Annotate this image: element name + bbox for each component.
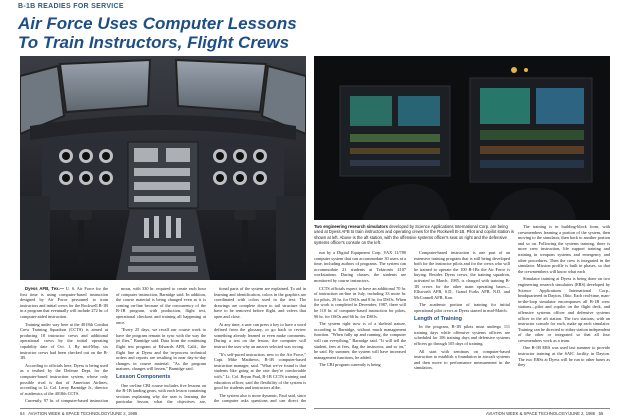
paragraph: Dyess AFB, Tex.— U. S. Air Force for the first time is using computer-based instruction designed by Air Force personnel to train instructors and initial crews for the Rockwell B-1B in a program that eventually will include 272 hr. of computer-aided instruction. [20, 286, 108, 319]
subhead-lesson-components: Lesson Components [116, 373, 171, 380]
article-column-1 [20, 286, 108, 404]
cockpit-photo [20, 56, 306, 280]
paragraph: Simulator training at Dyess is being done on two engineering research simulators (ERS) developed by Science Applications International Corp., headquartered in Dayton, Ohio. Each real-time, man-in-the-loop simulator encompasses all B-1B crew stations—pilot and copilot on the flight deck, and offensive systems officer and defensive systems officer in the aft station. The two stations, with an instructor console for each, make up each simulator. Training can be directed to either station independent of the other or integrated so that all four crewmembers work as a team. [518, 276, 610, 343]
publication-right: AVIATION WEEK & SPACE TECHNOLOGY/JUNE 2, 1986 [486, 411, 596, 416]
paragraph: Computer-based instruction is one part of an extensive training program that is still being developed both for the instructor pilots and for the crews who will be trained to operate the 100 B-1Bs the Air Force is buying. Besides Dyess crews, the training squadron, activated in March, 1985, is charged with training B-1B crews for the other main operating bases—Ellsworth AFB, S.D., Grand Forks AFB, N.D. and McConnell AFB, Kan. [414, 250, 510, 300]
paragraph: In the program, B-1B pilots must undergo 111 training days while offensive systems officers are scheduled for 106 training days and defensive systems officers go through 105 days of training. [414, 324, 510, 346]
headline [18, 14, 297, 52]
footer-rule-right [314, 408, 610, 409]
page-number-right: 55 [598, 411, 604, 416]
footer-right [486, 411, 603, 416]
paragraph: One on-line CBI course includes five lessons on the B-1B landing gears, with each lesson containing sections explaining why the user is learning the particular lesson, what the objectives are, [116, 382, 206, 404]
paragraph: Training under way here at the 4018th Combat Crew Training Squadron (CCTS) is aimed at producing 18 instructor crews and additional operational crews by the initial operating capability date of Oct. 1. By mid-May, six instructor crews had been checked out on the B-1B. [20, 321, 108, 361]
footer-left [20, 411, 137, 416]
paragraph: "It's self-paced instruction, new to the Air Force," Capt. Mike Matthews, B-1B computer-based instruction manager, said. "What we've found is that students like going at the rate they're comfortable with." Lt. Col. Bryan Paul, B-1B CCTS training and education officer, said the flexibility of the system is good for students and instructors alike. [214, 351, 306, 391]
paragraph: The system also is more dynamic, Paul said, since the computer asks questions and can direct the [214, 392, 306, 404]
paragraph: The training is in building-block form, with crewmembers learning a portion of the system, then moving to the simulator, then back to another portion and so on. Following the systems training, there is more crew instruction, life support training and training in weapons systems and emergency and other procedures. Then the crew is integrated in the simulator. Mission profile is built in phases, so that the crewmembers will know what each [518, 224, 610, 274]
publication-left: AVIATION WEEK & SPACE TECHNOLOGY/JUNE 2, 1986 [28, 411, 138, 416]
subhead-length-of-training: Length of Training [414, 315, 462, 322]
caption-text: developed by Science Applications International Corp. are being used at Dyess AFB to train instructors and operating crews for the Rockwell B-1B. Pilot and copilot station is shown at left. Above is the aft station, with the offensive systems officer's seat on right and the defensive systems officer's console on the left. [314, 224, 514, 246]
paragraph: According to officials here, Dyess is being used as a testbed by the Defense Dept. for the computer-based instruction system, whose only possible rival is that of American Airlines, according to Lt. Col. Leroy Barnidge Jr., director of academics of the 4018th CCTS. [20, 362, 108, 396]
caption-lead: Two engineering research simulators [314, 224, 388, 229]
paragraph: mous, with 330 hr. required to create each hour of computer instruction, Barnidge said. In addition, the course material is being changed even as it is coming on-line because of the concurrency of the B-1B program, with production, flight test, operational checkout and training all happening at once. [116, 286, 206, 325]
headline-line-2: To Train Instructors, Flight Crews [18, 33, 290, 52]
aft-station-illustration [314, 56, 610, 220]
cockpit-illustration [20, 56, 306, 280]
paragraph: run by a Digital Equipment Corp. VAX 11/780 computer system that can accommodate 30 users at a time, including authors of programs. The system can accommodate 21 students at Tektronix 4107 workstations. During classes, the students are monitored by course instructors. [314, 250, 406, 283]
paragraph: One B-1B ERS was used last summer to provide instructor training at the SAIC facility in Dayton. The two ERSs at Dyess will be run to other bases as they [518, 345, 610, 368]
paragraph: At any time, a user can press a key to have a word defined from the glossary, or go back to review something already learned or even make comments. During a test on the lesson, the computer will instruct the user why an answer selected was wrong. [214, 321, 306, 349]
paragraph: Currently, 97 hr. of computer-based instruction [25, 398, 108, 404]
paragraph: All start with seminars on computer-based instruction to establish a foundation in aircraft systems and then move to performance measurement in the simulators. [414, 348, 510, 371]
paragraph: "Every 25 days, we recall our course work to have the program remain in sync with the way the jet flies," Barnidge said. Data from the continuing flight test program at Edwards AFB, Calif., the flight line at Dyess and the in-process technical orders and reports are resulting in near day-to-day changes in course material. "As the program matures, changes will lessen," Barnidge said. [116, 327, 206, 372]
article-column-5 [414, 250, 510, 404]
paragraph: CCTS officials expect to have an additional 70 hr. of instruction on-line in July, including 33 more hr. for pilots, 29 hr. for OSOs and 8 hr. for DSOs. When the work is completed in December, 1987, there will be 110 hr. of computer-based instruction for pilots, 96 hr. for OSOs and 66 hr. for DSOs. [314, 285, 406, 319]
page-number-left: 54 [20, 411, 25, 416]
paragraph: tional parts of the system are explained. To aid in learning and identification, colors in the graphics are coordinated with colors used in the text. The drawings are complete down to tail structure that have to be removed before flight, and valves that open and close. [214, 286, 306, 319]
photo-caption [314, 224, 514, 246]
article-column-3 [214, 286, 306, 404]
paragraph: The CBI program currently is being [319, 362, 381, 368]
article-column-4 [314, 250, 406, 404]
headline-line-1: Air Force Uses Computer Lessons [18, 14, 297, 33]
paragraph: The academic portion of training for initial operational pilot crews at Dyess started in mid-March. [414, 302, 510, 313]
aft-station-photo [314, 56, 610, 220]
dateline: Dyess AFB, Tex.— [25, 286, 64, 291]
article-column-2 [116, 286, 206, 404]
article-column-6 [518, 224, 610, 404]
paragraph: The system right now is of a skeletal nature, according to Barnidge, without much management function. "When fully up and running, the computer will run everything," Barnidge said. "It will tell the student, fees at fees, flag the instructor, and so on," he said. By summer, the system will have increased management functions, he added. [314, 321, 406, 360]
footer-rule-left [20, 408, 306, 409]
section-label: B-1B READIES FOR SERVICE [18, 3, 124, 10]
